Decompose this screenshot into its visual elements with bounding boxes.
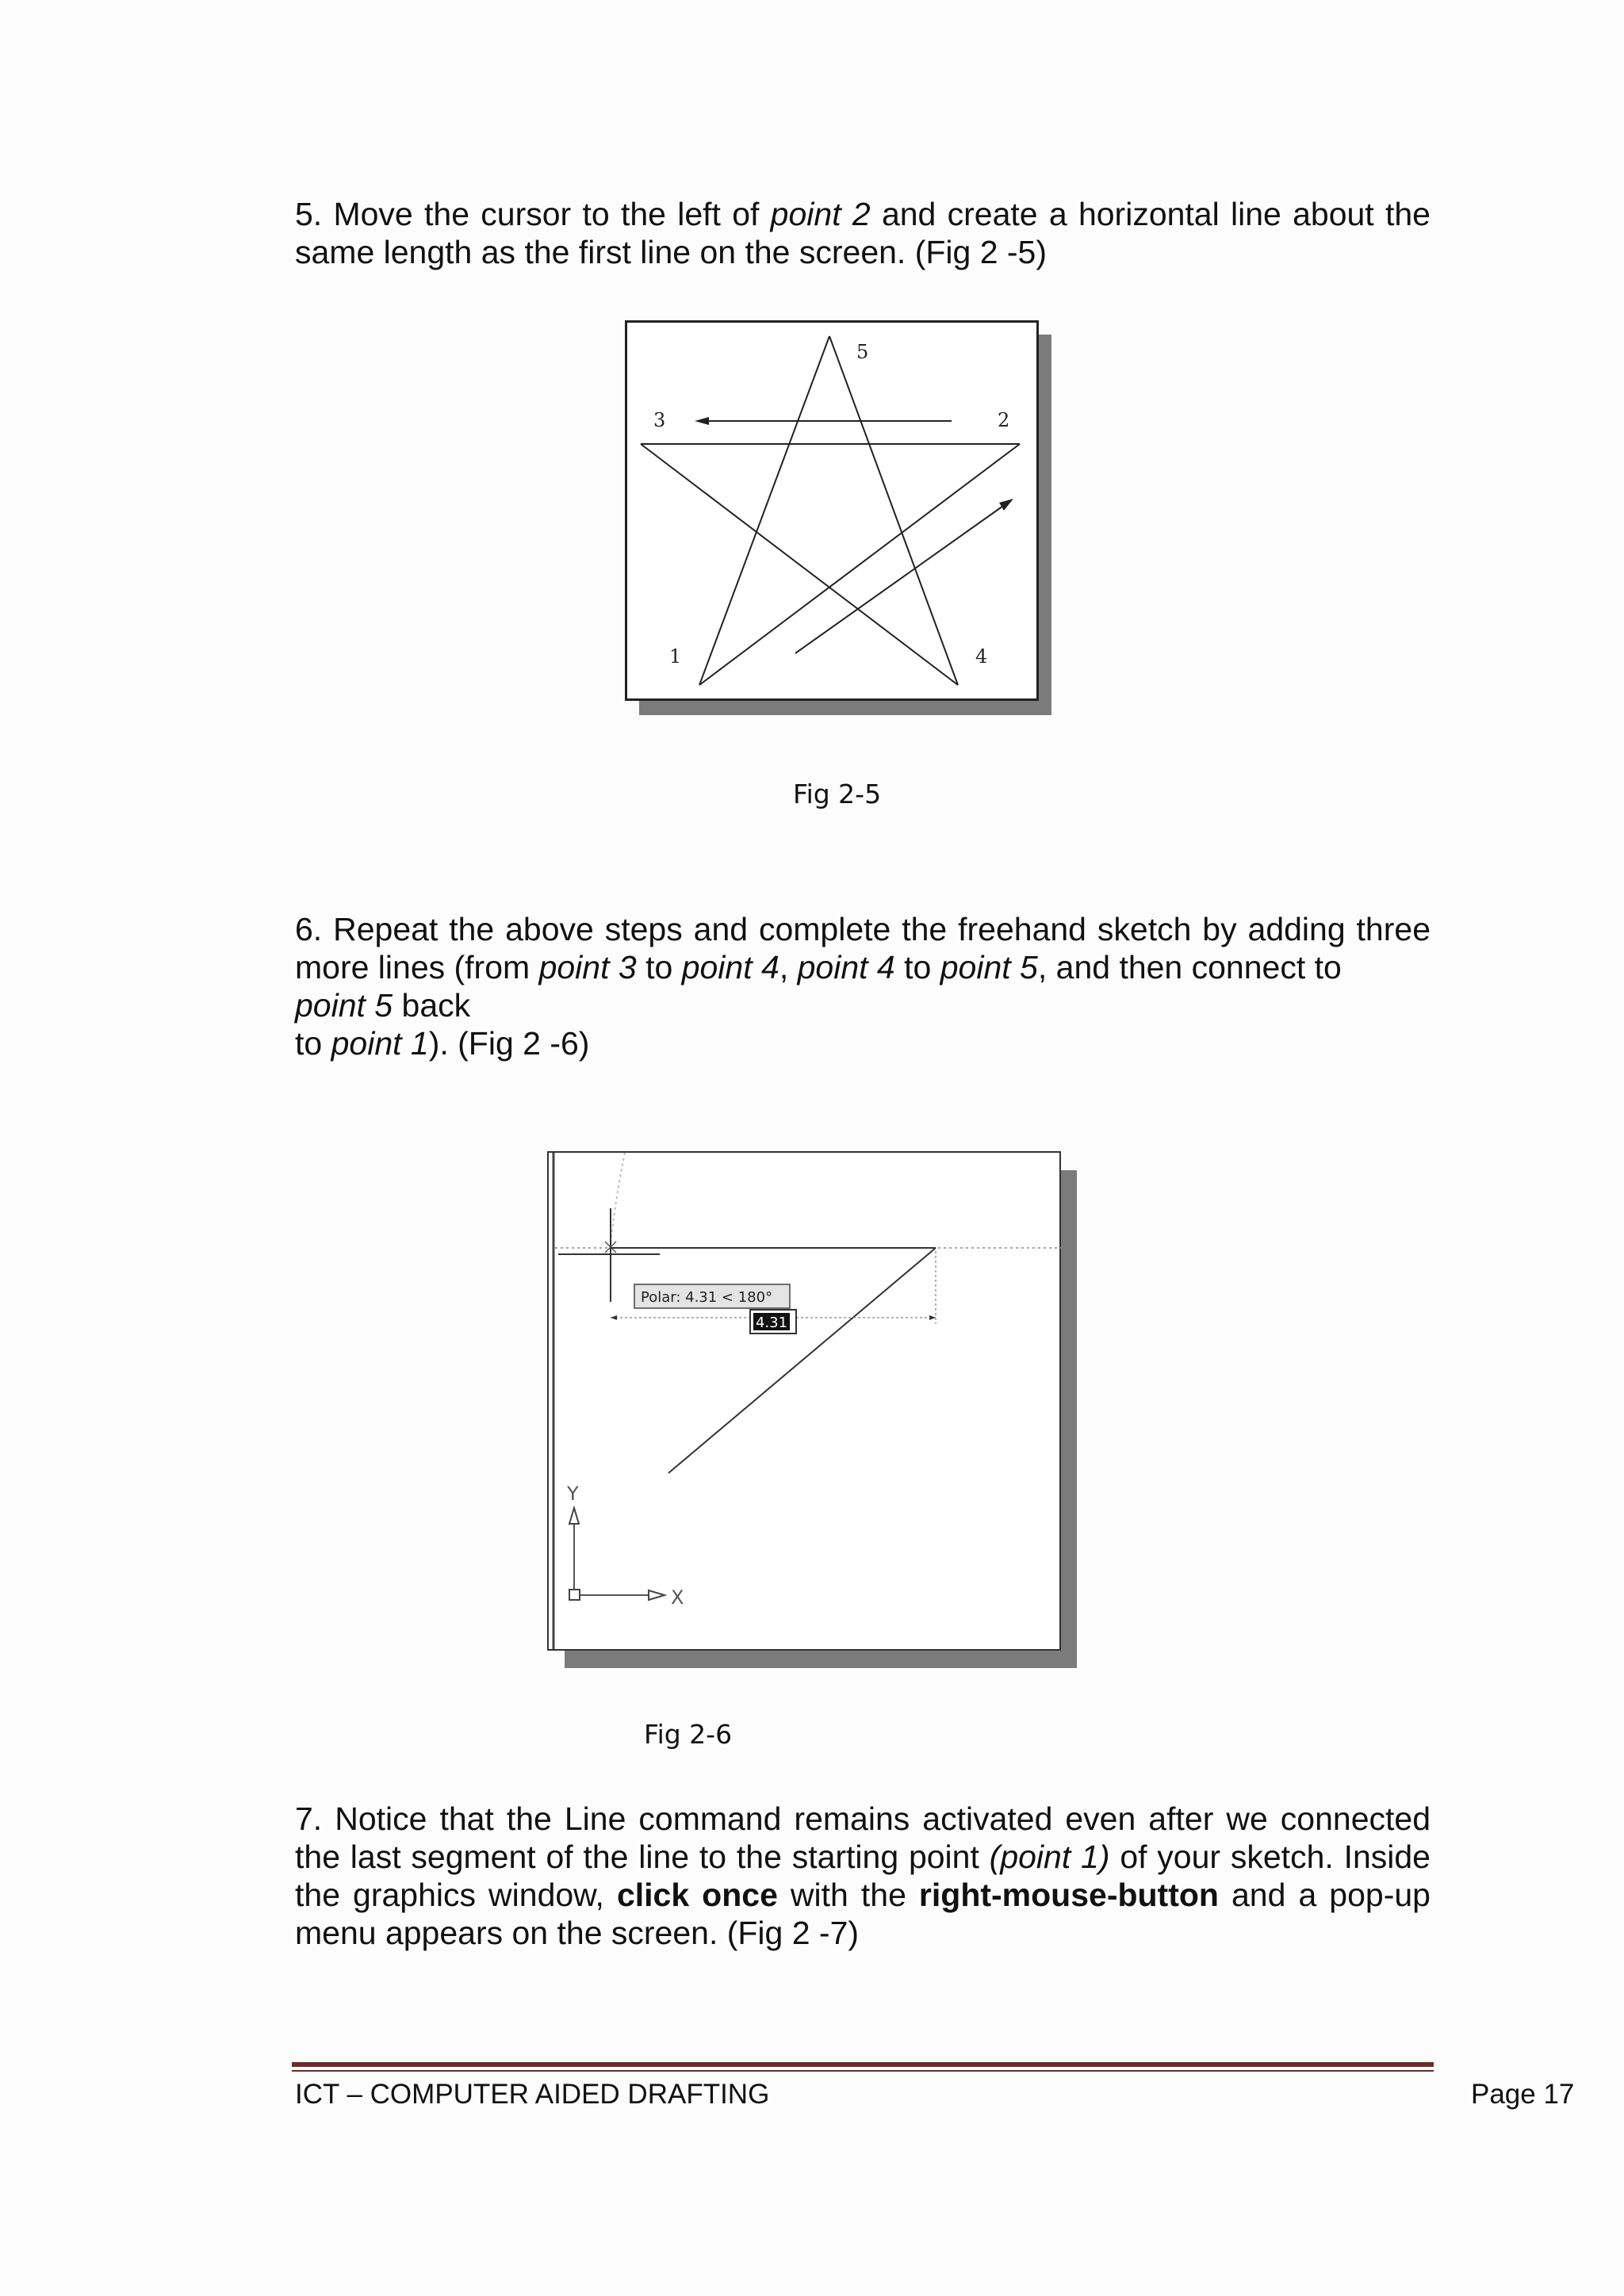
star-line-4-3 [641, 444, 958, 685]
step-7-text-g: and a pop-up menu appears on the screen. (Fig 2 -7) [295, 1877, 1431, 1951]
footer-rule-thin [292, 2070, 1434, 2072]
step-5-paragraph [295, 195, 1431, 271]
label-point-1: 1 [669, 645, 682, 668]
ucs-x-arrow [649, 1590, 665, 1600]
ucs-x-label: X [671, 1586, 684, 1609]
step-5-text-c: and create a horizontal line about the same length as the first line on the screen. (Fig 2 -5) [295, 196, 1431, 270]
step-7-text-a: 7. Notice that the Line command remains activated even after we connected the last segment of the line to the starting point [295, 1800, 1431, 1875]
label-point-2: 2 [998, 409, 1010, 431]
step-6-text-n: ). (Fig 2 -6) [428, 1025, 590, 1062]
step-6-point-5: point 5 [940, 949, 1038, 985]
cad-drawing-svg [547, 1151, 1078, 1671]
figure-2-6 [547, 1151, 1078, 1671]
label-point-5: 5 [856, 341, 869, 363]
step-6-text-back: back [401, 987, 471, 1024]
step-6-text-a: 6. Repeat the above steps and complete the freehand sketch by adding three more lines (from [295, 911, 1431, 985]
label-point-4: 4 [975, 645, 988, 668]
step-7-text-e: with the [790, 1877, 906, 1913]
polar-tooltip-text: Polar: 4.31 < 180° [641, 1289, 773, 1306]
step-6-point-5b: point 5 [295, 987, 393, 1024]
sketch-line-1 [668, 1248, 936, 1473]
star-sketch-svg [625, 320, 1053, 717]
caption-fig-2-5: Fig 2-5 [793, 779, 882, 809]
step-6-text-to-3: to [295, 1025, 323, 1062]
dynamic-input-value: 4.31 [756, 1314, 788, 1331]
ucs-origin-box [569, 1590, 580, 1600]
step-6-line-4 [295, 1024, 1431, 1062]
step-6-point-1: point 1 [331, 1025, 429, 1062]
step-6-point-3: point 3 [538, 949, 637, 985]
step-6-text-to-2: to [904, 949, 932, 985]
step-7-right-mouse-button: right-mouse-button [918, 1877, 1219, 1913]
step-6-point-4b: point 4 [797, 949, 895, 985]
footer-rule-thick [292, 2062, 1434, 2067]
step-6-text-to: to [645, 949, 673, 985]
label-point-3: 3 [653, 409, 666, 431]
step-6-point-4: point 4 [681, 949, 779, 985]
step-7-point-1: (point 1) [989, 1839, 1110, 1875]
arrow-head-diagonal [999, 499, 1013, 511]
ucs-y-label: Y [567, 1483, 579, 1505]
step-7-text-c: of your sketch. Inside the graphics window, [295, 1839, 1431, 1913]
caption-fig-2-6: Fig 2-6 [644, 1719, 733, 1750]
step-6-comma: , [779, 949, 789, 985]
figure-2-5 [625, 320, 1053, 717]
ucs-y-arrow [569, 1508, 579, 1524]
step-7-paragraph [295, 1800, 1431, 1952]
arrow-head-left [695, 417, 709, 425]
footer-page-number: Page 17 [1471, 2079, 1575, 2110]
step-5-point-2: point 2 [770, 196, 871, 232]
step-6-paragraph [295, 910, 1431, 1062]
step-6-text-i: , and then connect to [1037, 949, 1342, 985]
star-line-1-5 [699, 336, 829, 685]
star-line-5-4 [829, 336, 958, 685]
footer-course-title: ICT – COMPUTER AIDED DRAFTING [295, 2079, 770, 2110]
step-6-line-3 [295, 986, 1431, 1024]
star-line-2-1 [699, 444, 1020, 685]
step-5-text-a: 5. Move the cursor to the left of [295, 196, 760, 232]
step-7-click-once: click once [616, 1877, 778, 1913]
